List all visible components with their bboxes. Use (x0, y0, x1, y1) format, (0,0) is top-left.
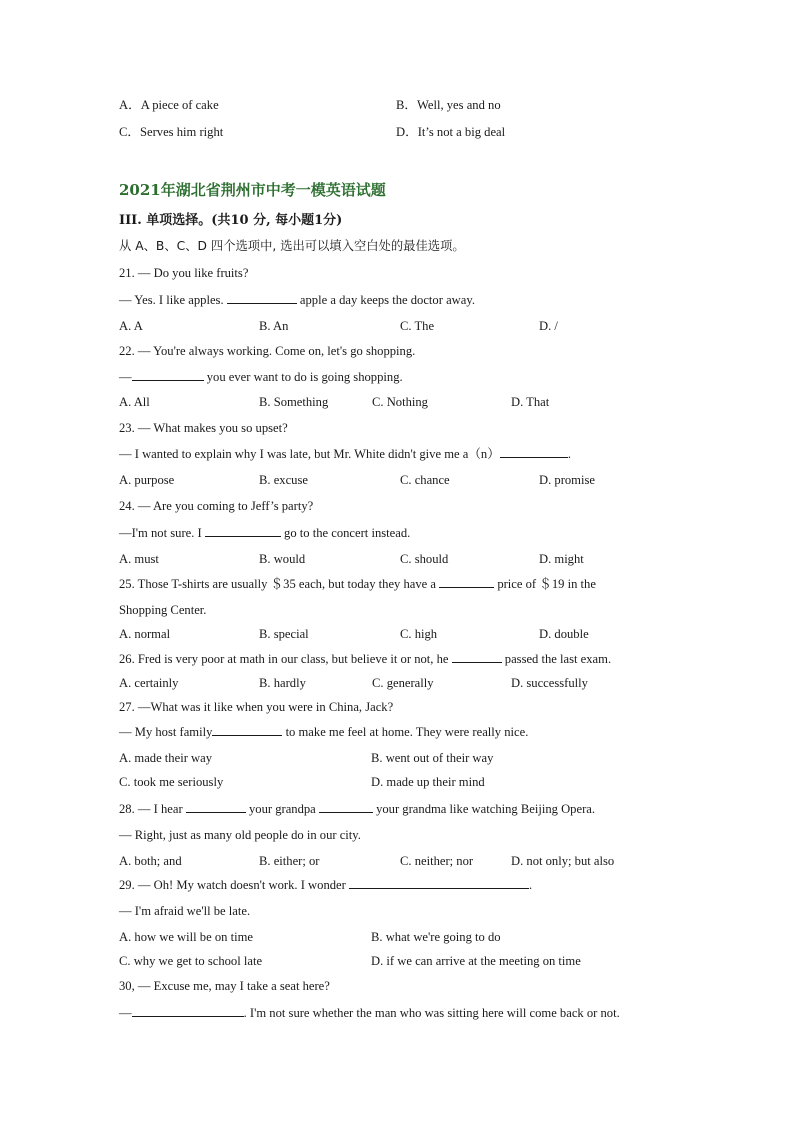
q30-line2: — . I'm not sure whether the man who was sitting here will come back or not. (119, 1006, 620, 1020)
prev-option-d: D．It’s not a big deal (396, 125, 506, 139)
answer-blank (132, 369, 204, 381)
q22-option-a: A. All (119, 395, 150, 409)
answer-blank (212, 724, 282, 736)
q22-line2: — you ever want to do is going shopping. (119, 370, 403, 384)
q26-option-c: C. generally (372, 676, 434, 690)
q23-line2: — I wanted to explain why I was late, but Mr. White didn't give me a（n） . (119, 447, 571, 461)
prev-option-a: A．A piece of cake (119, 98, 219, 112)
prev-option-b: B．Well, yes and no (396, 98, 501, 112)
answer-blank (227, 292, 297, 304)
q29-option-a: A. how we will be on time (119, 930, 253, 944)
q24-line2: —I'm not sure. I go to the concert instead. (119, 526, 411, 540)
q24-line1: 24. — Are you coming to Jeff’s party? (119, 499, 314, 513)
q22-option-d: D. That (511, 395, 550, 409)
answer-blank (319, 801, 373, 813)
q21-option-c: C. The (400, 319, 435, 333)
q26-line1: 26. Fred is very poor at math in our class, but believe it or not, he passed the last exam. (119, 652, 612, 666)
q27-option-a: A. made their way (119, 751, 213, 765)
q21-option-a: A. A (119, 319, 143, 333)
exam-title: 2021年湖北省荆州市中考一模英语试题 (119, 181, 386, 199)
q27-line2: — My host family to make me feel at home. They were really nice. (119, 725, 529, 739)
q28-option-d: D. not only; but also (511, 854, 615, 868)
answer-blank (452, 651, 502, 663)
q28-line2: — Right, just as many old people do in our city. (119, 828, 361, 842)
prev-option-c: C．Serves him right (119, 125, 224, 139)
q25-line1: 25. Those T-shirts are usually ＄35 each, but today they have a price of ＄19 in the (119, 577, 596, 591)
q25-option-b: B. special (259, 627, 309, 641)
answer-blank (500, 446, 568, 458)
q22-option-c: C. Nothing (372, 395, 428, 409)
q23-option-b: B. excuse (259, 473, 308, 487)
q27-line1: 27. —What was it like when you were in China, Jack? (119, 700, 394, 714)
q29-option-b: B. what we're going to do (371, 930, 501, 944)
q29-option-c: C. why we get to school late (119, 954, 263, 968)
section-heading: III. 单项选择。(共10 分, 每小题1分) (119, 213, 343, 228)
q26-option-b: B. hardly (259, 676, 306, 690)
q25-option-d: D. double (539, 627, 589, 641)
q24-option-c: C. should (400, 552, 449, 566)
answer-blank (132, 1005, 244, 1017)
q24-option-b: B. would (259, 552, 306, 566)
q23-option-c: C. chance (400, 473, 450, 487)
q28-option-b: B. either; or (259, 854, 320, 868)
q21-option-d: D. / (539, 319, 558, 333)
answer-blank (349, 877, 529, 889)
q23-line1: 23. — What makes you so upset? (119, 421, 288, 435)
q21-option-b: B. An (259, 319, 289, 333)
q29-line2: — I'm afraid we'll be late. (119, 904, 251, 918)
q21-line1: 21. — Do you like fruits? (119, 266, 249, 280)
q22-option-b: B. Something (259, 395, 329, 409)
q27-option-c: C. took me seriously (119, 775, 224, 789)
q29-line1: 29. — Oh! My watch doesn't work. I wonder . (119, 878, 533, 892)
q22-line1: 22. — You're always working. Come on, let's go shopping. (119, 344, 416, 358)
q26-option-a: A. certainly (119, 676, 179, 690)
q28-line1: 28. — I hear your grandpa your grandma like watching Beijing Opera. (119, 802, 596, 816)
q27-option-b: B. went out of their way (371, 751, 494, 765)
q25-line2: Shopping Center. (119, 603, 207, 617)
q24-option-a: A. must (119, 552, 159, 566)
answer-blank (439, 576, 494, 588)
q23-option-d: D. promise (539, 473, 595, 487)
q25-option-c: C. high (400, 627, 438, 641)
q29-option-d: D. if we can arrive at the meeting on time (371, 954, 581, 968)
q25-option-a: A. normal (119, 627, 171, 641)
instruction: 从 A、B、C、D 四个选项中, 选出可以填入空白处的最佳选项。 (119, 239, 465, 253)
q24-option-d: D. might (539, 552, 584, 566)
q27-option-d: D. made up their mind (371, 775, 485, 789)
q28-option-c: C. neither; nor (400, 854, 474, 868)
q30-line1: 30, — Excuse me, may I take a seat here? (119, 979, 330, 993)
q23-option-a: A. purpose (119, 473, 175, 487)
answer-blank (205, 525, 281, 537)
q26-option-d: D. successfully (511, 676, 588, 690)
q28-option-a: A. both; and (119, 854, 182, 868)
q21-line2: — Yes. I like apples. apple a day keeps the doctor away. (119, 293, 475, 307)
answer-blank (186, 801, 246, 813)
